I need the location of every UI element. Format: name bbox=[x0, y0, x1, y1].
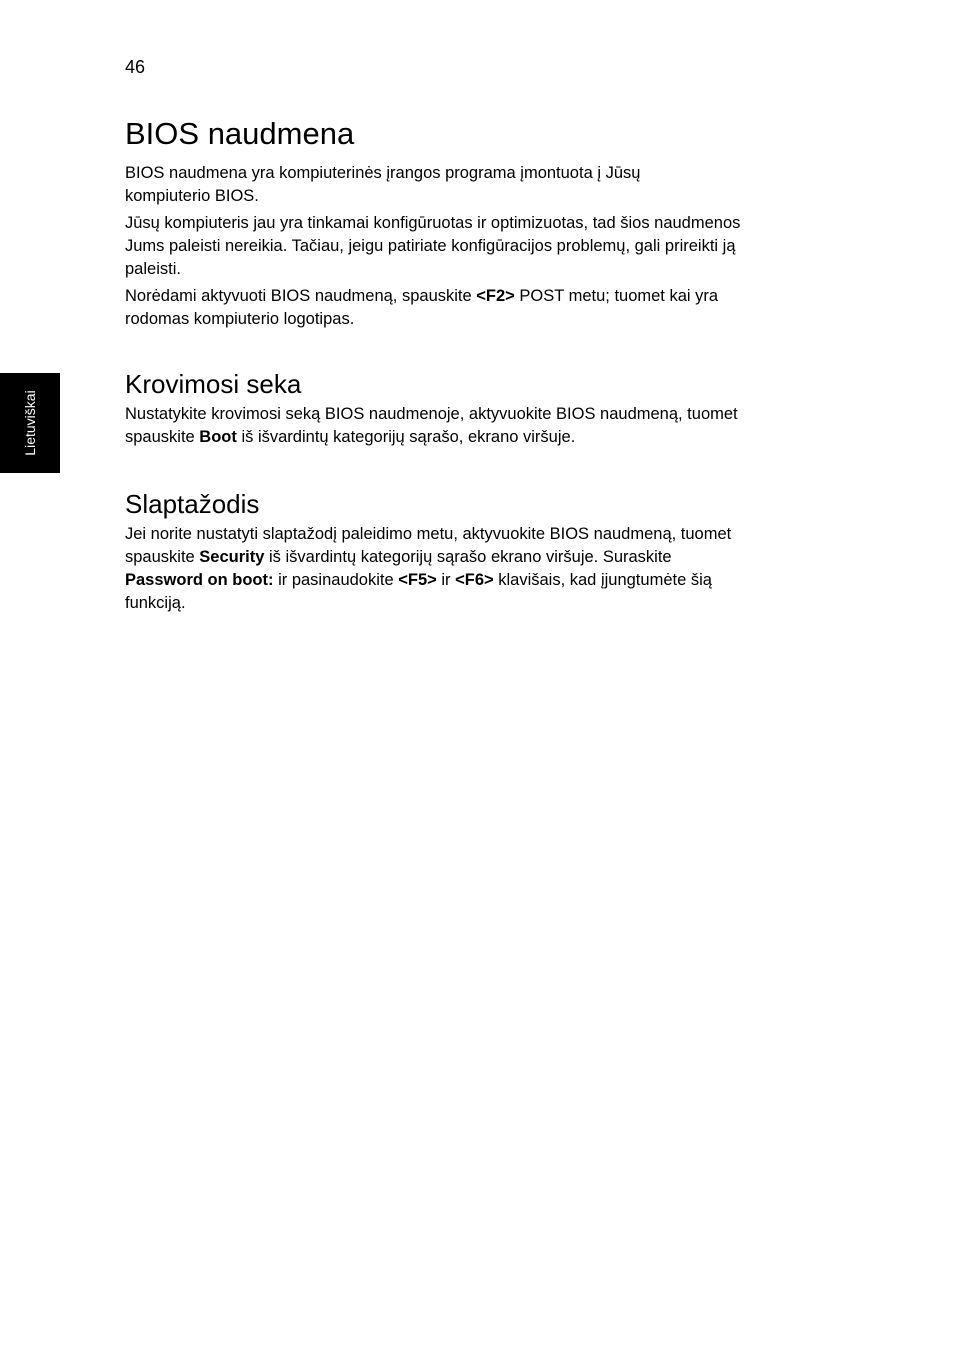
text: funkciją. bbox=[125, 594, 186, 612]
text: BIOS naudmena yra kompiuterinės įrangos programa įmontuota į Jūsų bbox=[125, 164, 641, 182]
paragraph-password bbox=[125, 523, 825, 615]
option-password-on-boot: Password on boot: bbox=[125, 571, 274, 589]
page-content bbox=[125, 116, 825, 619]
text: Jei norite nustatyti slaptažodį paleidimo metu, aktyvuokite BIOS naudmeną, tuomet bbox=[125, 525, 732, 543]
key-f6: <F6> bbox=[455, 571, 494, 589]
text: spauskite bbox=[125, 548, 200, 566]
heading-bios-utility: BIOS naudmena bbox=[125, 116, 355, 151]
paragraph-bios-activate bbox=[125, 285, 825, 331]
side-tab-label: Lietuviškai bbox=[22, 390, 38, 456]
menu-boot: Boot bbox=[199, 428, 237, 446]
text: kompiuterio BIOS. bbox=[125, 187, 259, 205]
paragraph-bios-configured bbox=[125, 212, 825, 281]
section-bios-utility bbox=[125, 116, 825, 331]
text: Jūsų kompiuteris jau yra tinkamai konfigūruotas ir optimizuotas, tad šios naudmenos bbox=[125, 214, 741, 232]
text: iš išvardintų kategorijų sąrašo ekrano viršuje. Suraskite bbox=[264, 548, 672, 566]
text: Jums paleisti nereikia. Tačiau, jeigu patiriate konfigūracijos problemų, gali prireikti ją bbox=[125, 237, 736, 255]
text: paleisti. bbox=[125, 260, 181, 278]
text: ir bbox=[436, 571, 456, 589]
section-boot-sequence bbox=[125, 369, 825, 449]
text: iš išvardintų kategorijų sąrašo, ekrano viršuje. bbox=[236, 428, 576, 446]
text: klavišais, kad įjungtumėte šią bbox=[493, 571, 712, 589]
heading-password: Slaptažodis bbox=[125, 489, 260, 519]
text: ir pasinaudokite bbox=[273, 571, 399, 589]
menu-security: Security bbox=[199, 548, 265, 566]
paragraph-bios-intro bbox=[125, 162, 825, 208]
key-f2: <F2> bbox=[476, 287, 515, 305]
heading-boot-sequence: Krovimosi seka bbox=[125, 369, 302, 399]
paragraph-boot-sequence bbox=[125, 403, 825, 449]
key-f5: <F5> bbox=[398, 571, 437, 589]
language-side-tab bbox=[0, 373, 60, 473]
text: Nustatykite krovimosi seką BIOS naudmenoje, aktyvuokite BIOS naudmeną, tuomet bbox=[125, 405, 738, 423]
text: spauskite bbox=[125, 428, 200, 446]
text: Norėdami aktyvuoti BIOS naudmeną, spauskite bbox=[125, 287, 477, 305]
text: POST metu; tuomet kai yra bbox=[514, 287, 719, 305]
page-number: 46 bbox=[125, 57, 146, 77]
section-password bbox=[125, 489, 825, 615]
text: rodomas kompiuterio logotipas. bbox=[125, 310, 355, 328]
